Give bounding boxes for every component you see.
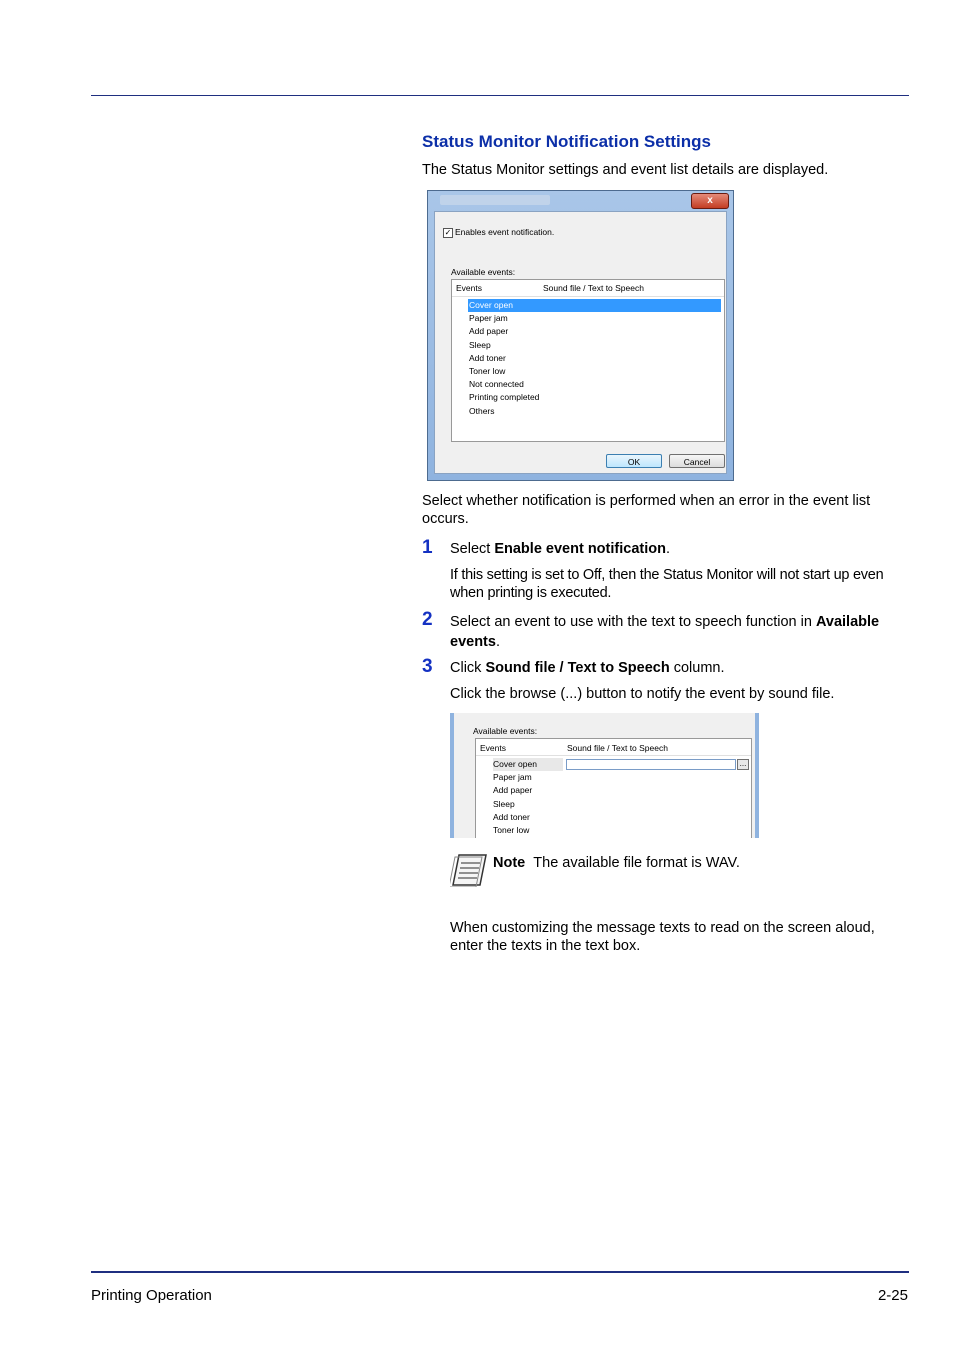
panel-list-header xyxy=(476,739,751,756)
note-icon xyxy=(450,853,488,887)
step-2-number: 2 xyxy=(422,609,433,630)
step-2-pre: Select an event to use with the text to speech function in xyxy=(450,614,816,630)
panel-event-item[interactable]: Sleep xyxy=(493,798,515,809)
panel-event-item[interactable]: Paper jam xyxy=(493,772,532,783)
sound-file-input[interactable] xyxy=(566,759,736,770)
panel-event-item[interactable]: Cover open xyxy=(493,758,563,771)
note-text: The available file format is WAV. xyxy=(533,855,740,871)
event-list-item[interactable]: Add toner xyxy=(469,352,506,363)
events-list[interactable] xyxy=(451,279,725,442)
step-2-text xyxy=(450,612,908,652)
step-1-post: . xyxy=(665,541,670,557)
step-2-post: . xyxy=(495,634,500,650)
enable-checkbox[interactable]: ✓ xyxy=(444,228,452,237)
panel-events-list[interactable] xyxy=(475,738,752,838)
section-title: Status Monitor Notification Settings xyxy=(422,132,711,151)
note-label: Note xyxy=(493,855,526,871)
step-3-text xyxy=(450,659,908,677)
select-paragraph: Select whether notification is performed when an error in the event list occurs. xyxy=(422,493,871,527)
enable-checkbox-label: Enables event notification. xyxy=(455,227,555,237)
panel-col-sound-header[interactable]: Sound file / Text to Speech xyxy=(567,743,668,753)
event-list-item[interactable]: Not connected xyxy=(469,379,524,390)
closing-paragraph: When customizing the message texts to read on the screen aloud, enter the texts in the text box. xyxy=(450,920,875,954)
header-rule xyxy=(91,95,909,96)
col-sound-header[interactable]: Sound file / Text to Speech xyxy=(543,283,644,293)
panel-event-item[interactable]: Add toner xyxy=(493,811,530,822)
notification-dialog xyxy=(427,190,734,481)
step-2-bold: Available events xyxy=(450,614,880,650)
event-list-item[interactable]: Others xyxy=(469,405,495,416)
step-3-bold: Sound file / Text to Speech xyxy=(485,660,670,676)
events-list-header xyxy=(452,280,724,297)
step-1-number: 1 xyxy=(422,537,433,558)
event-list-item[interactable]: Add paper xyxy=(469,326,509,337)
col-events-header[interactable]: Events xyxy=(456,283,482,293)
event-list-item[interactable]: Cover open xyxy=(468,299,721,312)
step-3-detail: Click the browse (...) button to notify the event by sound file. xyxy=(450,686,835,702)
step-1-bold: Enable event notification xyxy=(494,541,666,557)
panel-available-events-label: Available events: xyxy=(473,726,538,736)
browse-button[interactable]: ... xyxy=(737,759,749,770)
footer-left: Printing Operation xyxy=(91,1287,212,1304)
step-1-pre: Select xyxy=(450,541,495,557)
dialog-body xyxy=(434,211,727,474)
panel-event-item[interactable]: Toner low xyxy=(493,825,530,835)
ok-button[interactable]: OK xyxy=(606,454,662,468)
events-panel xyxy=(450,713,759,838)
panel-event-item[interactable]: Add paper xyxy=(493,785,533,796)
step-3-post: column. xyxy=(669,660,725,676)
step-1-text xyxy=(450,540,908,558)
event-list-item[interactable]: Paper jam xyxy=(469,313,508,324)
event-list-item[interactable]: Toner low xyxy=(469,366,506,376)
section-intro: The Status Monitor settings and event list details are displayed. xyxy=(422,162,829,178)
cancel-button[interactable]: Cancel xyxy=(669,454,725,468)
step-3-pre: Click xyxy=(450,660,486,676)
close-icon[interactable]: x xyxy=(691,193,729,209)
footer-page-number: 2-25 xyxy=(877,1287,908,1304)
panel-col-events-header[interactable]: Events xyxy=(480,743,506,753)
event-list-item[interactable]: Printing completed xyxy=(469,392,540,403)
event-list-item[interactable]: Sleep xyxy=(469,339,491,350)
dialog-title-bar xyxy=(440,195,550,205)
step-1-detail: If this setting is set to Off, then the Status Monitor will not start up even when printing is executed. xyxy=(450,567,884,601)
available-events-label: Available events: xyxy=(451,267,516,277)
footer-rule xyxy=(91,1271,909,1273)
step-3-number: 3 xyxy=(422,656,433,677)
note xyxy=(493,854,740,872)
